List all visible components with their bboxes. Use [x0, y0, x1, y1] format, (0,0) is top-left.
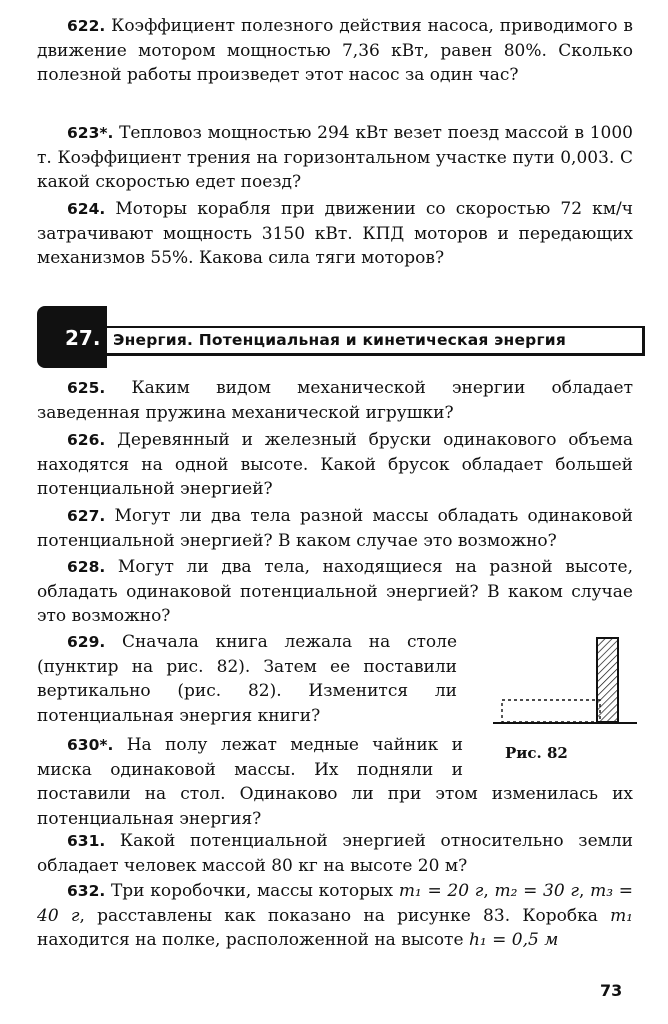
problem-text: Каким видом механической энергии обладает заведенная пружина механической игрушки?: [37, 378, 633, 423]
problem-number: 632.: [67, 882, 106, 900]
problem-624: [37, 197, 633, 271]
problem-number: 628.: [67, 558, 106, 576]
problem-626: [37, 428, 633, 502]
height-h1: h₁ = 0,5 м: [468, 930, 559, 950]
problem-text: Коэффициент полезного действия насоса, приводимого в движение мотором мощностью 7,36 кВт, равен 80%. Сколько полезной работы произведет этот насос за один час?: [37, 16, 633, 85]
book-outline-dashed: [502, 700, 600, 722]
problem-number: 631.: [67, 832, 106, 850]
section-number: 27.: [65, 326, 101, 350]
section-title: Энергия. Потенциальная и кинетическая энергия: [113, 331, 566, 349]
book-on-table-illustration: [490, 633, 640, 733]
problem-text: Три коробочки, массы которых: [110, 881, 399, 901]
problem-number: 629.: [67, 633, 106, 651]
figure-caption: Рис. 82: [505, 744, 568, 762]
problem-623: [37, 121, 633, 195]
problem-628: [37, 555, 633, 629]
problem-text: Моторы корабля при движении со скоростью 72 км/ч затрачивают мощность 3150 кВт. КПД моторов и передающих механизмов 55%. Какова сила тяги моторов?: [37, 199, 633, 268]
problem-number: 625.: [67, 379, 106, 397]
problem-number: 630*.: [67, 736, 114, 754]
mass-m1: m₁ = 20 г: [398, 881, 484, 901]
problem-number: 622.: [67, 17, 106, 35]
problem-text: Тепловоз мощностью 294 кВт везет поезд массой в 1000 т. Коэффициент трения на горизонтальном участке пути 0,003. С какой скоростью едет поезд?: [37, 123, 633, 192]
problem-text: ,: [483, 881, 495, 901]
problem-632: [37, 879, 633, 953]
problem-629: [37, 630, 457, 728]
problem-627: [37, 504, 633, 553]
problem-text: Деревянный и железный бруски одинакового объема находятся на одной высоте. Какой брусок обладает большей потенциальной энергией?: [37, 430, 633, 499]
problem-631: [37, 829, 633, 878]
problem-text: На полу лежат медные чайник и миска одинаковой массы. Их подняли и поставили на стол. Одинаково ли при этом изменилась их потенциальная энергия?: [37, 735, 633, 829]
problem-text: Сначала книга лежала на столе (пунктир на рис. 82). Затем ее поставили вертикально (рис. 82). Изменится ли потенциальная энергия книги?: [37, 632, 457, 726]
problem-625: [37, 376, 633, 425]
problem-number: 627.: [67, 507, 106, 525]
problem-text: ,: [578, 881, 591, 901]
problem-text: Какой потенциальной энергией относительно земли обладает человек массой 80 кг на высоте 20 м?: [37, 831, 633, 876]
problem-text: , расставлены как показано на рисунке 83. Коробка: [79, 905, 611, 926]
mass-m1-ref: m₁: [610, 905, 633, 926]
problem-622: [37, 14, 633, 88]
page-number: 73: [600, 981, 623, 1000]
problem-text: Могут ли два тела, находящиеся на разной высоте, обладать одинаковой потенциальной энергией? В каком случае это возможно?: [37, 557, 633, 626]
mass-m2: m₂ = 30 г: [494, 881, 579, 901]
problem-text: Могут ли два тела разной массы обладать одинаковой потенциальной энергией? В каком случае это возможно?: [37, 506, 633, 551]
problem-number: 623*.: [67, 124, 114, 142]
problem-number: 624.: [67, 200, 106, 218]
book-vertical: [597, 638, 618, 722]
problem-number: 626.: [67, 431, 106, 449]
problem-text: находится на полке, расположенной на высоте: [37, 930, 469, 950]
problem-630: [37, 733, 633, 831]
section-header: [37, 306, 637, 368]
mass-m3: m₃ = 40 г: [37, 881, 633, 926]
